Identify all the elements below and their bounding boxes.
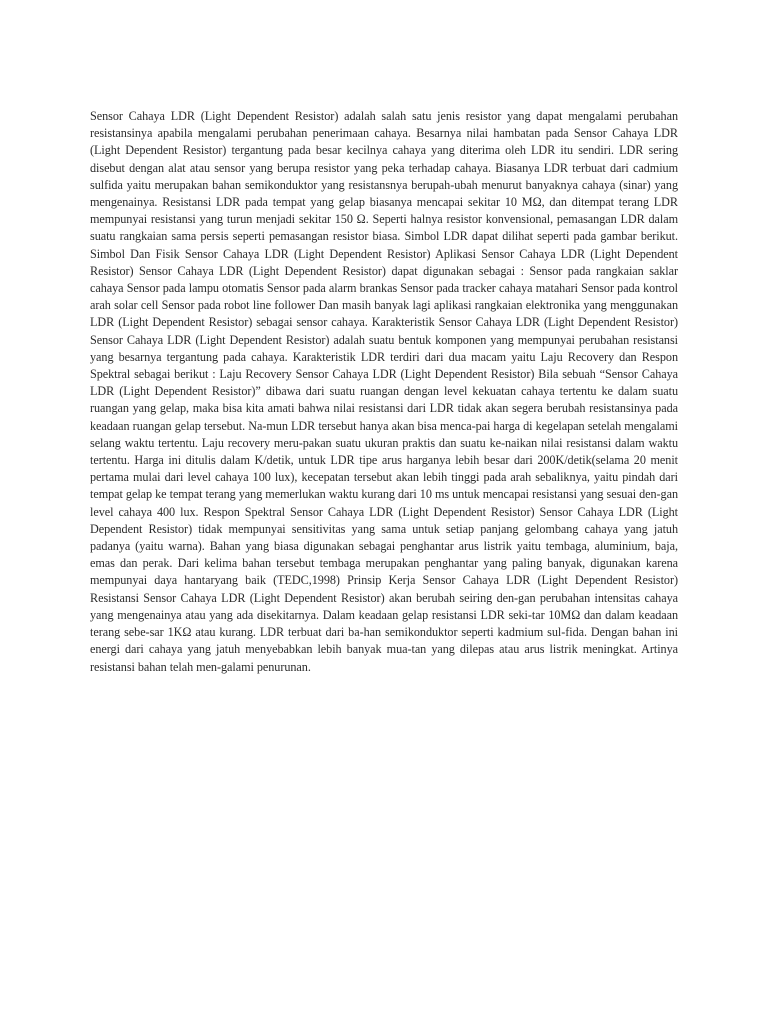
body-paragraph: Sensor Cahaya LDR (Light Dependent Resistor) adalah salah satu jenis resistor yang dapat mengalami perubahan resistansinya apabila mengalami perubahan penerimaan cahaya. Besarnya nilai hambatan pada Sensor Cahaya LDR (Light Dependent Resistor) tergantung pada besar kecilnya cahaya yang diterima oleh LDR itu sendiri. LDR sering disebut dengan alat atau sensor yang berupa resistor yang peka terhadap cahaya. Biasanya LDR terbuat dari cadmium sulfida yaitu merupakan bahan semikonduktor yang resistansnya berupah-ubah menurut banyaknya cahaya (sinar) yang mengenainya. Resistansi LDR pada tempat yang gelap biasanya mencapai sekitar 10 MΩ, dan ditempat terang LDR mempunyai resistansi yang turun menjadi sekitar 150 Ω. Seperti halnya resistor konvensional, pemasangan LDR dalam suatu rangkaian sama persis seperti pemasangan resistor biasa. Simbol LDR dapat dilihat seperti pada gambar berikut. Simbol Dan Fisik Sensor Cahaya LDR (Light Dependent Resistor) Aplikasi Sensor Cahaya LDR (Light Dependent Resistor) Sensor Cahaya LDR (Light Dependent Resistor) dapat digunakan sebagai : Sensor pada rangkaian saklar cahaya Sensor pada lampu otomatis Sensor pada alarm brankas Sensor pada tracker cahaya matahari Sensor pada kontrol arah solar cell Sensor pada robot line follower Dan masih banyak lagi aplikasi rangkaian elektronika yang menggunakan LDR (Light Dependent Resistor) sebagai sensor cahaya. Karakteristik Sensor Cahaya LDR (Light Dependent Resistor) Sensor Cahaya LDR (Light Dependent Resistor) adalah suatu bentuk komponen yang mempunyai perubahan resistansi yang besarnya tergantung pada cahaya. Karakteristik LDR terdiri dari dua macam yaitu Laju Recovery dan Respon Spektral sebagai berikut : Laju Recovery Sensor Cahaya LDR (Light Dependent Resistor) Bila sebuah “Sensor Cahaya LDR (Light Dependent Resistor)” dibawa dari suatu ruangan dengan level kekuatan cahaya tertentu ke dalam suatu ruangan yang gelap, maka bisa kita amati bahwa nilai resistansi dari LDR tidak akan segera berubah resistansinya pada keadaan ruangan gelap tersebut. Na-mun LDR tersebut hanya akan bisa menca-pai harga di kegelapan setelah mengalami selang waktu tertentu. Laju recovery meru-pakan suatu ukuran praktis dan suatu ke-naikan nilai resistansi dalam waktu tertentu. Harga ini ditulis dalam K/detik, untuk LDR tipe arus harganya lebih besar dari 200K/detik(selama 20 menit pertama mulai dari level cahaya 100 lux), kecepatan tersebut akan lebih tinggi pada arah sebaliknya, yaitu pindah dari tempat gelap ke tempat terang yang memerlukan waktu kurang dari 10 ms untuk mencapai resistansi yang sesuai den-gan level cahaya 400 lux. Respon Spektral Sensor Cahaya LDR (Light Dependent Resistor) Sensor Cahaya LDR (Light Dependent Resistor) tidak mempunyai sensitivitas yang sama untuk setiap panjang gelombang cahaya yang jatuh padanya (yaitu warna). Bahan yang biasa digunakan sebagai penghantar arus listrik yaitu tembaga, aluminium, baja, emas dan perak. Dari kelima bahan tersebut tembaga merupakan penghantar yang paling banyak, digunakan karena mempunyai daya hantaryang baik (TEDC,1998) Prinsip Kerja Sensor Cahaya LDR (Light Dependent Resistor) Resistansi Sensor Cahaya LDR (Light Dependent Resistor) akan berubah seiring den-gan perubahan intensitas cahaya yang mengenainya atau yang ada disekitarnya. Dalam keadaan gelap resistansi LDR seki-tar 10MΩ dan dalam keadaan terang sebe-sar 1KΩ atau kurang. LDR terbuat dari ba-han semikonduktor seperti kadmium sul-fida. Dengan bahan ini energi dari cahaya yang jatuh menyebabkan lebih banyak mua-tan yang dilepas atau arus listrik meningkat. Artinya resistansi bahan telah men-galami penurunan.: [90, 109, 678, 674]
